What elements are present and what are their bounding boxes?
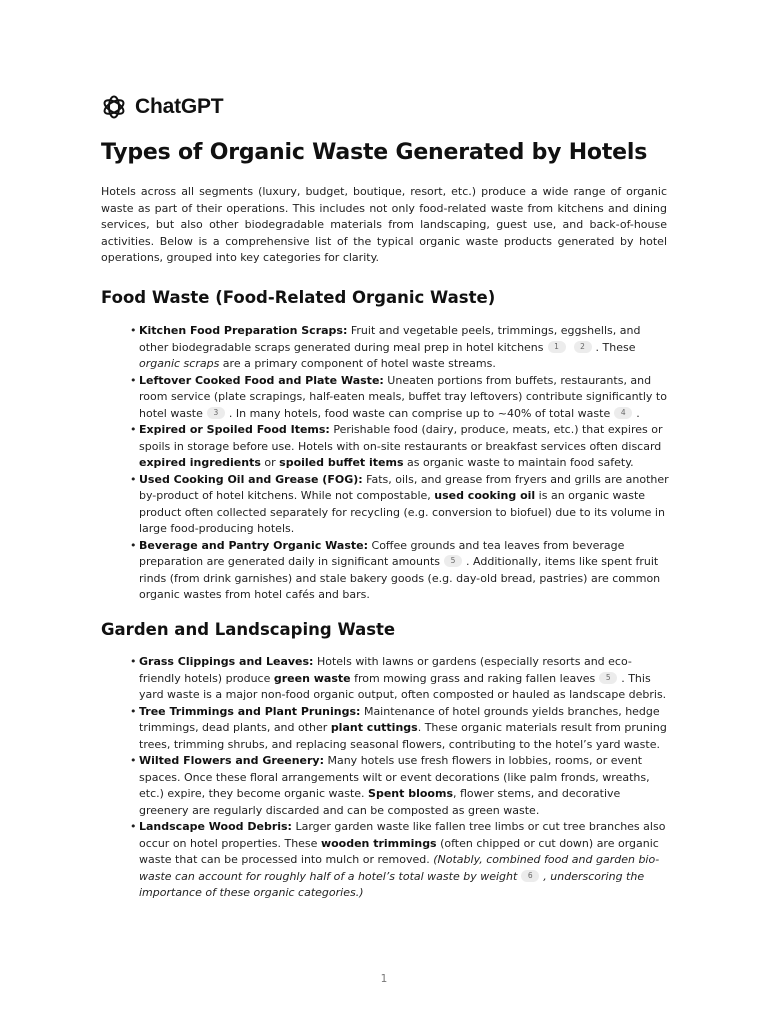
list-item: • Leftover Cooked Food and Plate Waste: Uneaten portions from buffets, restaurants, and room service (plate scrapings, half-eaten meals, buffet tray leftovers) contribute significantly to hotel waste 3 . In many hotels, food waste can comprise up to ~40% of total waste 4 .	[139, 373, 669, 423]
brand-header	[101, 94, 223, 120]
item-term: Expired or Spoiled Food Items:	[139, 423, 330, 436]
item-term: Used Cooking Oil and Grease (FOG):	[139, 472, 363, 486]
item-term: Grass Clippings and Leaves:	[139, 655, 314, 668]
section-heading-food-waste: Food Waste (Food-Related Organic Waste)	[101, 288, 496, 307]
list-item: • Wilted Flowers and Greenery: Many hotels use fresh flowers in lobbies, rooms, or event spaces. Once these floral arrangements wilt or event decorations (like palm fronds, wreaths, etc.) expire, they become organic waste. Spent blooms, flower stems, and decorative greenery are regularly discarded and can be composted as green waste.	[139, 753, 669, 819]
citation-badge[interactable]: 4	[614, 407, 632, 419]
list-item: • Used Cooking Oil and Grease (FOG): Fats, oils, and grease from fryers and grills are another by-product of hotel kitchens. While not compostable, used cooking oil is an organic waste product often collected separately for recycling (e.g. conversion to biofuel) due to its volume in large food-producing hotels.	[139, 472, 669, 538]
list-item: • Kitchen Food Preparation Scraps: Fruit and vegetable peels, trimmings, eggshells, and other biodegradable scraps generated during meal prep in hotel kitchens 1 2 . These organic scraps are a primary component of hotel waste streams.	[139, 323, 669, 373]
list-item: • Beverage and Pantry Organic Waste: Coffee grounds and tea leaves from beverage preparation are generated daily in significant amounts 5 . Additionally, items like spent fruit rinds (from drink garnishes) and stale bakery goods (e.g. day-old bread, pastries) are common organic wastes from hotel cafés and bars.	[139, 538, 669, 604]
citation-badge[interactable]: 5	[599, 672, 617, 684]
page-number: 1	[380, 973, 388, 985]
citation-badge[interactable]: 3	[207, 407, 225, 419]
intro-paragraph: Hotels across all segments (luxury, budget, boutique, resort, etc.) produce a wide range of organic waste as part of their operations. This includes not only food-related waste from kitchens and dining services, but also other biodegradable materials from landscaping, guest use, and back-of-house activities. Below is a comprehensive list of the typical organic waste products generated by hotel operations, grouped into key categories for clarity.	[101, 185, 667, 265]
section-heading-garden-waste: Garden and Landscaping Waste	[101, 620, 396, 639]
item-term: Tree Trimmings and Plant Prunings:	[139, 704, 361, 718]
item-term: Leftover Cooked Food and Plate Waste:	[139, 373, 384, 387]
citation-badge[interactable]: 6	[521, 870, 539, 882]
item-term: Wilted Flowers and Greenery:	[139, 754, 324, 767]
garden-waste-list	[139, 654, 669, 902]
list-item: • Grass Clippings and Leaves: Hotels with lawns or gardens (especially resorts and eco-friendly hotels) produce green waste from mowing grass and raking fallen leaves 5 . This yard waste is a major non-food organic output, often composted or hauled as landscape debris.	[139, 654, 669, 704]
food-waste-list	[139, 323, 669, 604]
item-term: Kitchen Food Preparation Scraps:	[139, 324, 348, 337]
list-item: • Landscape Wood Debris: Larger garden waste like fallen tree limbs or cut tree branches also occur on hotel properties. These wooden trimmings (often chipped or cut down) are organic waste that can be processed into mulch or removed. (Notably, combined food and garden bio-waste can account for roughly half of a hotel’s total waste by weight 6 , underscoring the importance of these organic categories.)	[139, 819, 669, 902]
citation-badge[interactable]: 1	[548, 341, 566, 353]
citation-badge[interactable]: 5	[444, 555, 462, 567]
openai-knot-icon	[101, 94, 127, 120]
document-title: Types of Organic Waste Generated by Hotels	[101, 140, 648, 165]
list-item: • Expired or Spoiled Food Items: Perishable food (dairy, produce, meats, etc.) that expires or spoils in storage before use. Hotels with on-site restaurants or breakfast services often discard expired ingredients or spoiled buffet items as organic waste to maintain food safety.	[139, 422, 669, 472]
item-term: Beverage and Pantry Organic Waste:	[139, 538, 369, 552]
citation-badge[interactable]: 2	[574, 341, 592, 353]
item-term: Landscape Wood Debris:	[139, 820, 292, 833]
list-item: • Tree Trimmings and Plant Prunings: Maintenance of hotel grounds yields branches, hedge trimmings, dead plants, and other plant cuttings. These organic materials result from pruning trees, trimming shrubs, and replacing seasonal flowers, contributing to the hotel’s yard waste.	[139, 704, 669, 754]
brand-name: ChatGPT	[135, 95, 224, 118]
